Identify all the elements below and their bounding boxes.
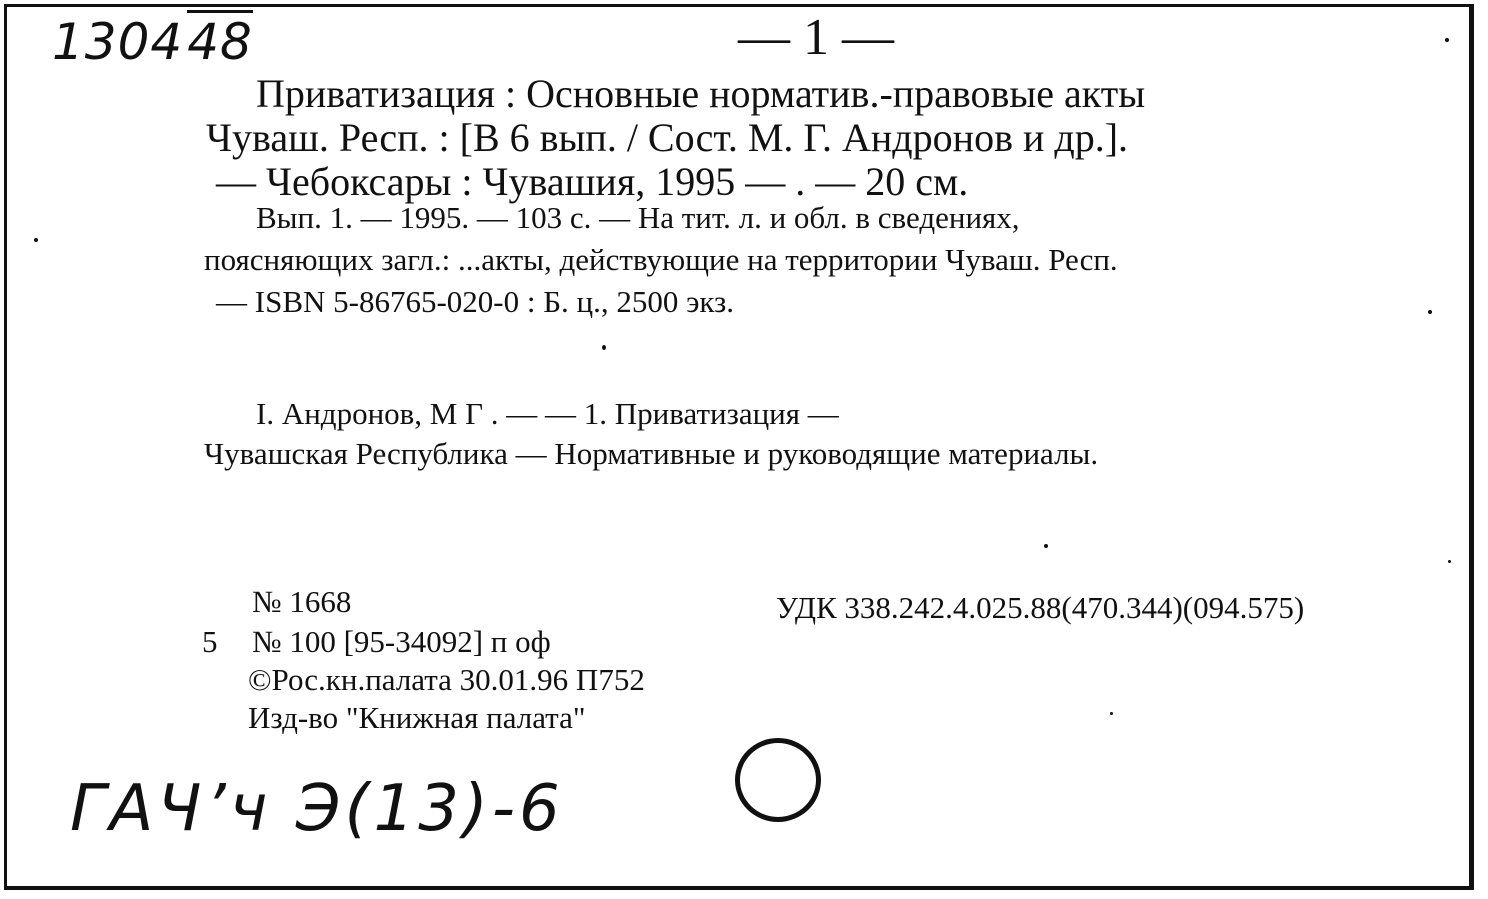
publisher-line: Изд-во "Книжная палата": [248, 700, 586, 735]
body-line-1: Вып. 1. — 1995. — 103 с. — На тит. л. и обл. в сведениях,: [256, 200, 1020, 235]
scan-speck: [34, 238, 38, 242]
title-line-2: Чуваш. Респ. : [В 6 вып. / Сост. М. Г. Андронов и др.].: [206, 115, 1129, 160]
copies-prefix: 5: [202, 624, 218, 659]
title-line-3: — Чебоксары : Чувашия, 1995 — . — 20 см.: [216, 159, 969, 204]
handwritten-shelf-code: ГАЧ’ч Э(13)-6: [70, 772, 564, 846]
order-number: № 100 [95-34092] п оф: [252, 624, 551, 659]
handwritten-inventory-number: [52, 10, 253, 71]
copyright-line: ©Рос.кн.палата 30.01.96 П752: [248, 662, 645, 697]
scan-speck: [602, 345, 606, 350]
page-number: — 1 —: [738, 9, 894, 66]
scan-speck: [1445, 38, 1449, 42]
scan-speck: [1044, 544, 1048, 548]
body-line-3: — ISBN 5-86765-020-0 : Б. ц., 2500 экз.: [216, 284, 735, 319]
handwritten-number-superscript: 48: [187, 10, 253, 71]
tracing-line-1: I. Андронов, М Г . — — 1. Приватизация —: [256, 396, 839, 431]
title-line-1: Приватизация : Основные норматив.-правовые акты: [256, 71, 1146, 116]
udc-code: УДК 338.242.4.025.88(470.344)(094.575): [776, 590, 1305, 625]
handwritten-number-main: 1304: [52, 13, 184, 71]
body-line-2: поясняющих загл.: ...акты, действующие на территории Чуваш. Респ.: [204, 242, 1118, 277]
scan-speck: [1428, 310, 1432, 314]
card-number: № 1668: [252, 584, 352, 619]
tracing-line-2: Чувашская Республика — Нормативные и руководящие материалы.: [204, 436, 1099, 471]
scan-speck: [1110, 712, 1113, 715]
scan-speck: [1448, 560, 1451, 563]
stamp-circle: [735, 738, 821, 822]
